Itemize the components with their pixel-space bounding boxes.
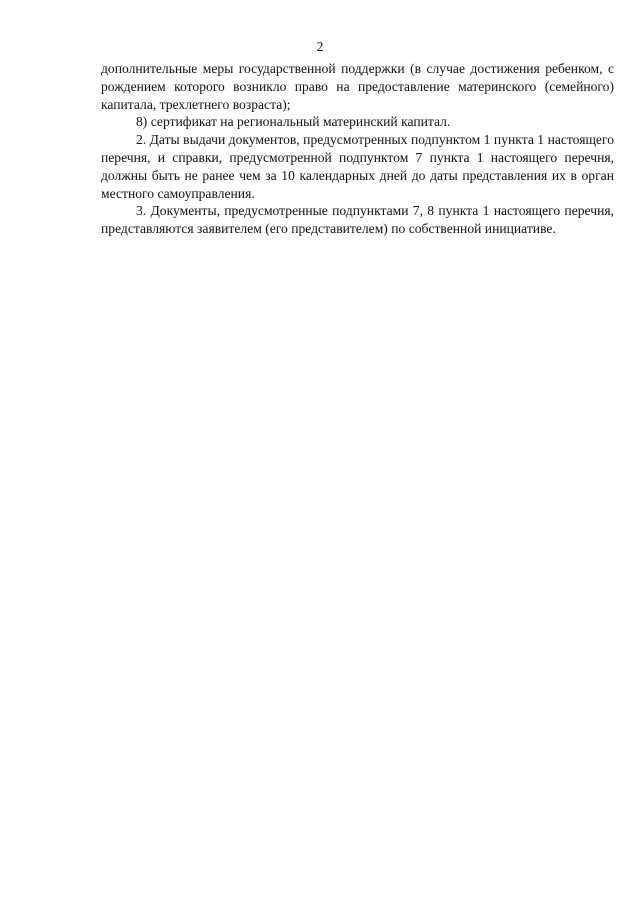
- document-body: [101, 60, 614, 238]
- paragraph-section-2: 2. Даты выдачи документов, предусмотренных подпунктом 1 пункта 1 настоящего перечня, и справки, предусмотренной подпунктом 7 пункта 1 настоящего перечня, должны быть не ранее чем за 10 календарных дней до даты представления их в орган местного самоуправления.: [101, 132, 614, 201]
- page-number: 2: [316, 39, 324, 54]
- paragraph-continuation: дополнительные меры государственной поддержки (в случае достижения ребенком, с рождением которого возникло право на предоставление материнского (семейного) капитала, трехлетнего возраста);: [101, 61, 614, 112]
- paragraph-item-8: 8) сертификат на региональный материнский капитал.: [136, 114, 451, 130]
- paragraph-section-3: 3. Документы, предусмотренные подпунктами 7, 8 пункта 1 настоящего перечня, представляются заявителем (его представителем) по собственной инициативе.: [101, 203, 614, 237]
